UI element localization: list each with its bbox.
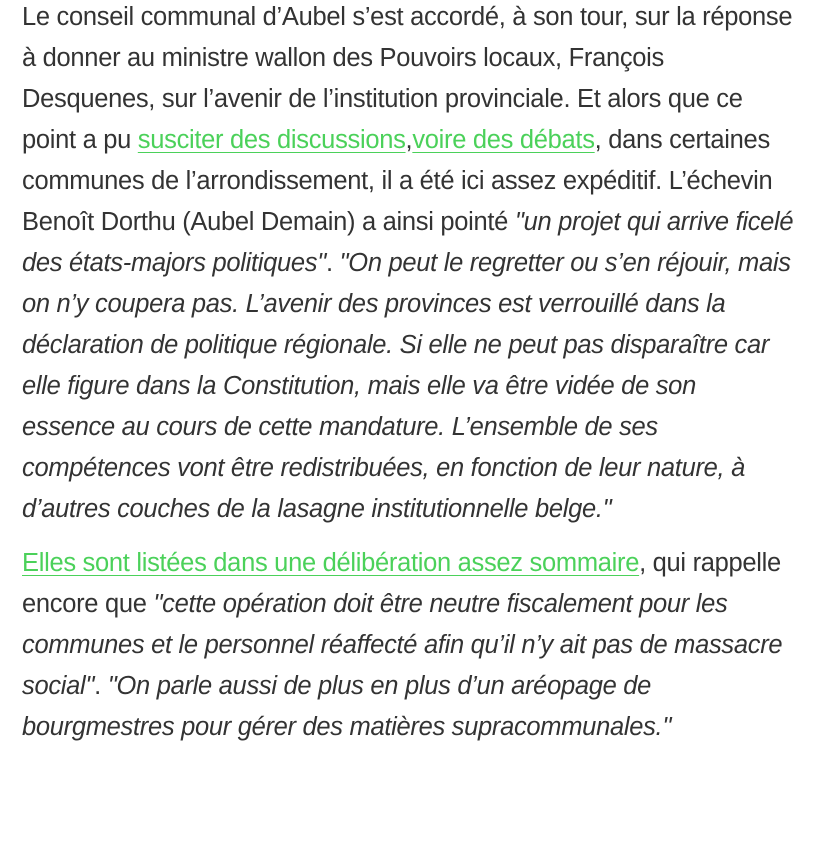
quote-separator: .	[94, 672, 108, 700]
quote-areopage-bourgmestres: "On parle aussi de plus en plus d’un aréopage de bourgmestres pour gérer des matières supracommunales."	[22, 672, 672, 741]
quote-operation-neutre: "cette opération doit être neutre fiscalement pour les communes et le personnel réaffecté afin qu’il n’y ait pas de massacre social"	[22, 590, 783, 700]
paragraph-2	[22, 543, 795, 748]
link-deliberation-sommaire[interactable]: Elles sont listées dans une délibération assez sommaire	[22, 549, 640, 577]
quote-avenir-provinces: "On peut le regretter ou s’en réjouir, mais on n’y coupera pas. L’avenir des provinces est verrouillé dans la déclaration de politique régionale. Si elle ne peut pas disparaître car elle figure dans la Constitution, mais elle va être vidée de son essence au cours de cette mandature. L’ensemble de ses compétences vont être redistribuées, en fonction de leur nature, à d’autres couches de la lasagne institutionnelle belge."	[22, 249, 791, 523]
paragraph-1-middle: , dans certaines communes de l’arrondissement, il a été ici assez expéditif. L’échevin Benoît Dorthu (Aubel Demain) a ainsi pointé	[22, 126, 773, 236]
link-susciter-des-discussions[interactable]: susciter des discussions	[137, 126, 406, 154]
quote-projet-ficele: "un projet qui arrive ficelé des états-majors politiques"	[22, 208, 794, 277]
paragraph-1-intro: Le conseil communal d’Aubel s’est accordé, à son tour, sur la réponse à donner au ministre wallon des Pouvoirs locaux, François Desquenes, sur l’avenir de l’institution provinciale. Et alors que ce point a pu	[22, 3, 793, 154]
link-voire-des-debats[interactable]: voire des débats	[412, 126, 595, 154]
paragraph-2-intro: , qui rappelle encore que	[22, 549, 781, 618]
link-separator: ,	[405, 126, 413, 154]
paragraph-1	[22, 0, 795, 530]
quote-separator: .	[325, 249, 340, 277]
